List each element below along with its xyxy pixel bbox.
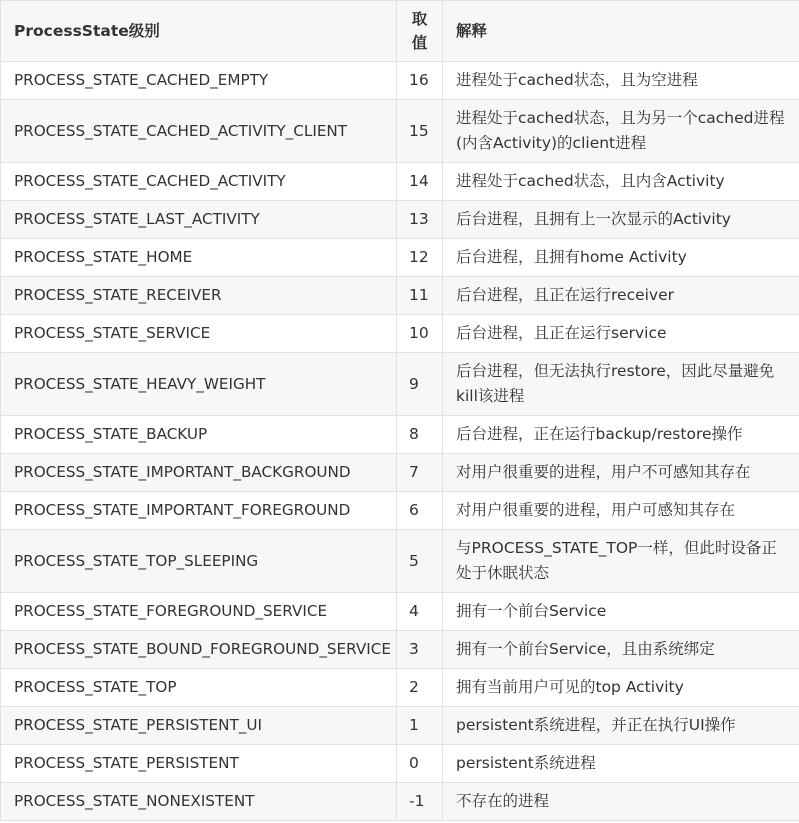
- state-description-cell: 拥有当前用户可见的top Activity: [443, 669, 799, 707]
- state-value-cell: 11: [397, 277, 443, 315]
- table-row: [1, 745, 799, 783]
- state-name-cell: PROCESS_STATE_FOREGROUND_SERVICE: [1, 593, 397, 631]
- table-row: [1, 315, 799, 353]
- table-row: [1, 201, 799, 239]
- state-name-cell: PROCESS_STATE_CACHED_ACTIVITY: [1, 163, 397, 201]
- state-value-cell: -1: [397, 783, 443, 821]
- state-description-cell: 后台进程，且正在运行service: [443, 315, 799, 353]
- state-name-cell: PROCESS_STATE_BOUND_FOREGROUND_SERVICE: [1, 631, 397, 669]
- state-value-cell: 10: [397, 315, 443, 353]
- state-name-cell: PROCESS_STATE_PERSISTENT_UI: [1, 707, 397, 745]
- state-value-cell: 3: [397, 631, 443, 669]
- state-description-cell: 后台进程，正在运行backup/restore操作: [443, 416, 799, 454]
- table-row: [1, 593, 799, 631]
- state-value-cell: 5: [397, 530, 443, 593]
- table-row: [1, 353, 799, 416]
- header-process-state-level: ProcessState级别: [1, 1, 397, 62]
- state-name-cell: PROCESS_STATE_NONEXISTENT: [1, 783, 397, 821]
- table-row: [1, 669, 799, 707]
- state-description-cell: 与PROCESS_STATE_TOP一样，但此时设备正处于休眠状态: [443, 530, 799, 593]
- state-description-cell: 进程处于cached状态，且为另一个cached进程(内含Activity)的client进程: [443, 100, 799, 163]
- state-description-cell: persistent系统进程，并正在执行UI操作: [443, 707, 799, 745]
- table-row: [1, 277, 799, 315]
- state-description-cell: 拥有一个前台Service: [443, 593, 799, 631]
- state-name-cell: PROCESS_STATE_TOP: [1, 669, 397, 707]
- state-value-cell: 6: [397, 492, 443, 530]
- table-header-row: [1, 1, 799, 62]
- table-row: [1, 239, 799, 277]
- state-name-cell: PROCESS_STATE_RECEIVER: [1, 277, 397, 315]
- state-name-cell: PROCESS_STATE_PERSISTENT: [1, 745, 397, 783]
- state-description-cell: 对用户很重要的进程，用户不可感知其存在: [443, 454, 799, 492]
- state-name-cell: PROCESS_STATE_HOME: [1, 239, 397, 277]
- table-row: [1, 492, 799, 530]
- state-name-cell: PROCESS_STATE_TOP_SLEEPING: [1, 530, 397, 593]
- state-name-cell: PROCESS_STATE_IMPORTANT_FOREGROUND: [1, 492, 397, 530]
- state-description-cell: 拥有一个前台Service，且由系统绑定: [443, 631, 799, 669]
- header-value: 取值: [397, 1, 443, 62]
- table-row: [1, 163, 799, 201]
- state-value-cell: 9: [397, 353, 443, 416]
- state-value-cell: 8: [397, 416, 443, 454]
- state-value-cell: 13: [397, 201, 443, 239]
- table-row: [1, 631, 799, 669]
- state-value-cell: 15: [397, 100, 443, 163]
- table-row: [1, 783, 799, 821]
- state-name-cell: PROCESS_STATE_IMPORTANT_BACKGROUND: [1, 454, 397, 492]
- table-row: [1, 416, 799, 454]
- header-description: 解释: [443, 1, 799, 62]
- table-row: [1, 530, 799, 593]
- state-name-cell: PROCESS_STATE_SERVICE: [1, 315, 397, 353]
- state-name-cell: PROCESS_STATE_BACKUP: [1, 416, 397, 454]
- state-name-cell: PROCESS_STATE_CACHED_ACTIVITY_CLIENT: [1, 100, 397, 163]
- table-row: [1, 454, 799, 492]
- state-description-cell: 进程处于cached状态，且内含Activity: [443, 163, 799, 201]
- table-row: [1, 62, 799, 100]
- state-value-cell: 1: [397, 707, 443, 745]
- state-name-cell: PROCESS_STATE_HEAVY_WEIGHT: [1, 353, 397, 416]
- state-value-cell: 16: [397, 62, 443, 100]
- state-description-cell: 对用户很重要的进程，用户可感知其存在: [443, 492, 799, 530]
- state-name-cell: PROCESS_STATE_CACHED_EMPTY: [1, 62, 397, 100]
- table-row: [1, 707, 799, 745]
- state-description-cell: 后台进程，且正在运行receiver: [443, 277, 799, 315]
- state-value-cell: 7: [397, 454, 443, 492]
- state-value-cell: 0: [397, 745, 443, 783]
- state-description-cell: persistent系统进程: [443, 745, 799, 783]
- state-description-cell: 后台进程，但无法执行restore，因此尽量避免kill该进程: [443, 353, 799, 416]
- state-value-cell: 14: [397, 163, 443, 201]
- state-description-cell: 后台进程，且拥有home Activity: [443, 239, 799, 277]
- state-description-cell: 后台进程，且拥有上一次显示的Activity: [443, 201, 799, 239]
- state-value-cell: 12: [397, 239, 443, 277]
- state-description-cell: 不存在的进程: [443, 783, 799, 821]
- table-row: [1, 100, 799, 163]
- state-name-cell: PROCESS_STATE_LAST_ACTIVITY: [1, 201, 397, 239]
- state-value-cell: 4: [397, 593, 443, 631]
- state-description-cell: 进程处于cached状态，且为空进程: [443, 62, 799, 100]
- state-value-cell: 2: [397, 669, 443, 707]
